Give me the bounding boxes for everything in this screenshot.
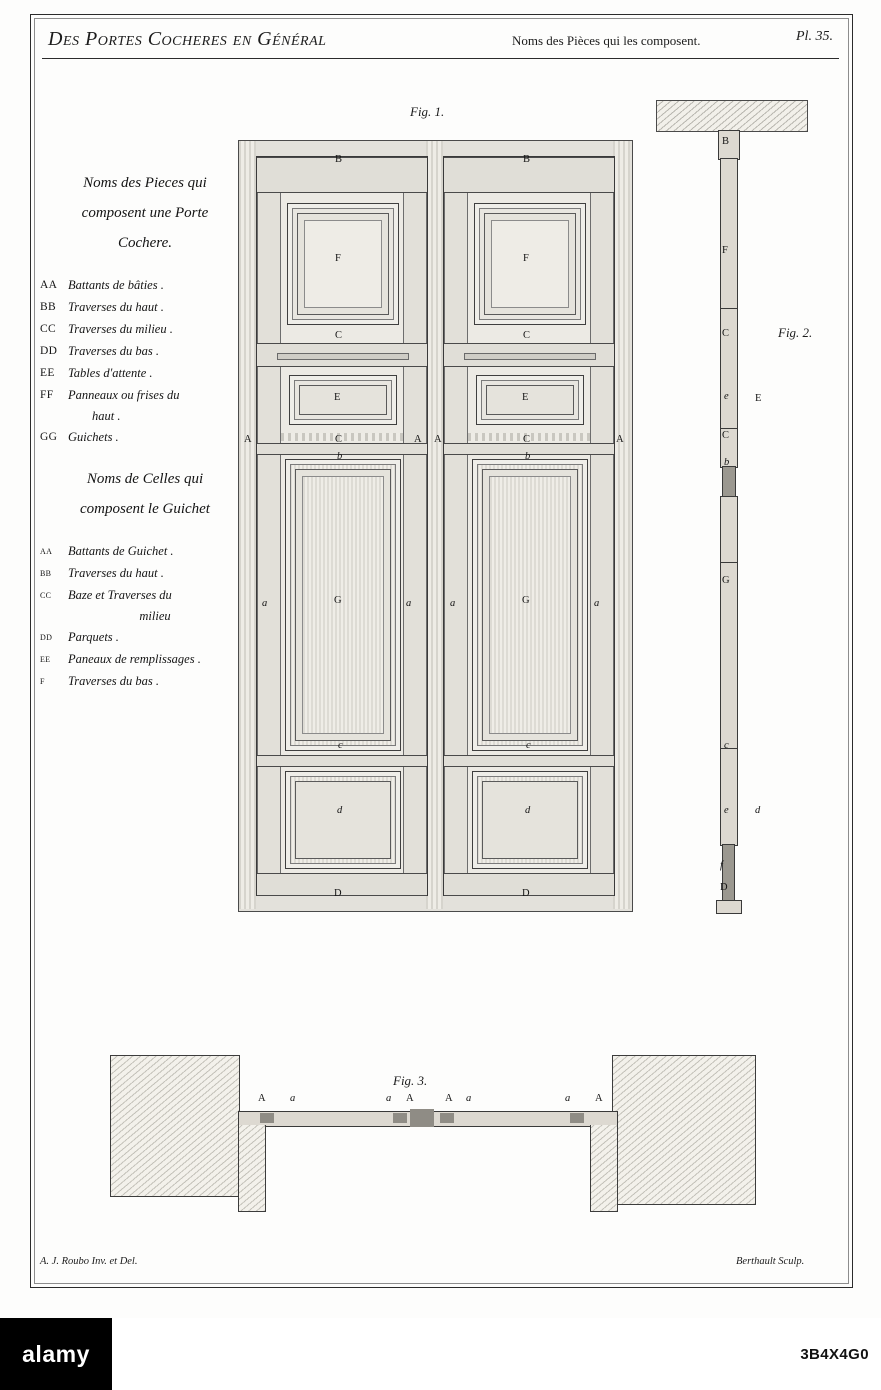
legend-key: aa	[40, 545, 53, 557]
label-c-right: c	[526, 740, 531, 751]
fig3-label-a2: a	[386, 1093, 392, 1104]
leaf-left-stile	[257, 157, 281, 895]
fig2-label-F: F	[722, 245, 728, 256]
label-c-left: c	[338, 740, 343, 751]
signature-designer: A. J. Roubo Inv. et Del.	[40, 1256, 138, 1267]
fig3-label-A4: A	[595, 1093, 603, 1104]
alamy-logo: alamy	[0, 1318, 112, 1390]
label-C-left: C	[335, 330, 343, 341]
page-title: Des Portes Cocheres en Général	[48, 28, 327, 50]
legend-heading-1-line-1: Noms des Pieces qui	[83, 175, 207, 191]
wall-mass-right	[612, 1055, 756, 1205]
section-bottom-rail-D	[716, 900, 742, 914]
page-subtitle: Noms des Pièces qui les composent.	[512, 33, 701, 48]
label-C-small-left: C	[335, 434, 343, 445]
panel-inner-moulding	[486, 385, 574, 415]
fig2-label-E: E	[755, 393, 762, 404]
section-parquet-d	[722, 844, 735, 902]
section-frieze-F	[720, 308, 738, 430]
panel-inner-moulding	[295, 469, 391, 741]
label-D-left: D	[334, 888, 342, 899]
label-A-mid-left: A	[414, 434, 422, 445]
figure-2-caption: Fig. 2.	[778, 325, 813, 340]
panel-inner-field	[304, 220, 382, 308]
panel-inner-moulding	[295, 781, 391, 859]
leaf-right-stile	[590, 157, 614, 895]
legend-key: f	[40, 675, 45, 687]
table-dattente-E	[476, 375, 584, 425]
label-a-left-1: a	[262, 598, 268, 609]
section-stile-a-mid-right	[440, 1113, 454, 1123]
legend-text-continuation-2: milieu	[139, 609, 171, 623]
fig3-label-A2: A	[406, 1093, 414, 1104]
legend-key: AA	[40, 279, 58, 291]
legend-text: Tables d'attente .	[68, 366, 153, 380]
list-item	[40, 562, 250, 584]
figure-3-caption: Fig. 3.	[393, 1073, 428, 1088]
section-top-rail-B	[720, 158, 738, 310]
label-d-right: d	[525, 805, 531, 816]
legend-key: dd	[40, 631, 53, 643]
legend-key: FF	[40, 389, 54, 401]
legend-text: Battants de bâties .	[68, 278, 164, 292]
fig2-label-e-low: e	[724, 805, 729, 816]
list-item	[40, 362, 250, 384]
list-item	[40, 296, 250, 318]
section-meeting-stiles	[410, 1109, 434, 1127]
label-a-right-1: a	[450, 598, 456, 609]
fig3-label-a1: a	[290, 1093, 296, 1104]
guichet-panel-G	[285, 459, 401, 751]
legend-key: GG	[40, 431, 58, 443]
section-guichet-lower	[720, 748, 738, 846]
image-id: 3B4X4G0	[800, 1345, 869, 1363]
legend-block	[40, 168, 250, 692]
fig2-label-b: b	[724, 457, 730, 468]
fig2-label-D: D	[720, 882, 728, 893]
door-leaf-right[interactable]	[443, 156, 615, 896]
legend-key: CC	[40, 323, 56, 335]
section-rail-C-mid	[720, 496, 738, 564]
parquet-panel-d	[285, 771, 401, 869]
section-stile-a-mid-left	[393, 1113, 407, 1123]
section-table-E	[722, 466, 736, 498]
figure-3-horizontal-section	[110, 1055, 790, 1215]
legend-text: Panneaux ou frises du	[68, 388, 180, 402]
guichet-panel-G	[472, 459, 588, 751]
cornice-band	[464, 353, 596, 360]
label-D-right: D	[522, 888, 530, 899]
legend-key: BB	[40, 301, 56, 313]
bottom-rail-D	[257, 873, 427, 896]
table-dattente-E	[289, 375, 397, 425]
label-F-right: F	[523, 253, 529, 264]
signature-engraver: Berthault Sculp.	[736, 1256, 805, 1267]
list-item	[40, 426, 250, 448]
legend-text: Baze et Traverses du	[68, 588, 172, 602]
plate-number: Pl. 35.	[796, 29, 833, 44]
reveal-left	[238, 1125, 266, 1212]
label-G-left: G	[334, 595, 342, 606]
jamb-right	[613, 141, 630, 909]
panel-inner-field	[491, 220, 569, 308]
legend-text: Battants de Guichet .	[68, 544, 174, 558]
label-a-right-2: a	[594, 598, 600, 609]
section-stile-a-left	[260, 1113, 274, 1123]
panel-inner-field	[489, 476, 571, 734]
fig2-label-f: f	[720, 860, 723, 871]
fig2-label-c: c	[724, 740, 729, 751]
legend-text: Parquets .	[68, 630, 119, 644]
frieze-panel-F	[474, 203, 586, 325]
door-leaf-left[interactable]	[256, 156, 428, 896]
legend-text-continuation: haut .	[92, 409, 121, 423]
legend-key: EE	[40, 367, 55, 379]
cornice-band	[277, 353, 409, 360]
list-item	[40, 540, 250, 562]
label-E-right: E	[522, 392, 529, 403]
legend-text: Traverses du milieu .	[68, 322, 173, 336]
legend-key: ee	[40, 653, 51, 665]
label-E-left: E	[334, 392, 341, 403]
label-d-left: d	[337, 805, 343, 816]
guichet-rail-c	[257, 755, 427, 767]
meeting-stile-center	[426, 141, 443, 909]
label-B-right: B	[523, 154, 531, 165]
wall-mass-left	[110, 1055, 240, 1197]
fig2-label-C-top: C	[722, 328, 730, 339]
fig2-label-G: G	[722, 575, 730, 586]
fig2-label-d: d	[755, 805, 761, 816]
panel-inner-field	[302, 476, 384, 734]
label-A-far-left: A	[244, 434, 252, 445]
fig3-label-a4: a	[565, 1093, 571, 1104]
label-b-right: b	[525, 451, 531, 462]
legend-heading-2-line-2: composent le Guichet	[80, 501, 210, 517]
legend-text: Traverses du bas .	[68, 674, 159, 688]
label-F-left: F	[335, 253, 341, 264]
label-B-left: B	[335, 154, 343, 165]
legend-heading-1-line-2: composent une Porte	[81, 205, 209, 221]
section-guichet-upper	[720, 562, 738, 750]
label-A-far-right: A	[616, 434, 624, 445]
leaf-right-stile	[403, 157, 427, 895]
parquet-panel-d	[472, 771, 588, 869]
panel-inner-moulding	[482, 469, 578, 741]
panel-inner-moulding	[484, 213, 576, 315]
fig3-label-A3: A	[445, 1093, 453, 1104]
legend-key: DD	[40, 345, 58, 357]
legend-key: bb	[40, 567, 52, 579]
stock-photo-footer	[0, 1318, 881, 1390]
panel-inner-moulding	[297, 213, 389, 315]
label-G-right: G	[522, 595, 530, 606]
title-rule	[42, 58, 839, 59]
legend-heading-1-line-3: Cochere.	[117, 235, 172, 251]
list-item	[40, 626, 250, 648]
figure-1-door-elevation	[238, 140, 631, 910]
list-item	[40, 584, 250, 606]
label-a-left-2: a	[406, 598, 412, 609]
fig2-label-e: e	[724, 391, 729, 402]
legend-heading-2-line-1: Noms de Celles qui	[86, 471, 204, 487]
list-item	[40, 670, 250, 692]
leaf-left-stile	[444, 157, 468, 895]
legend-text: Guichets .	[68, 430, 119, 444]
guichet-rail-c	[444, 755, 614, 767]
fig2-label-C-mid: C	[722, 430, 730, 441]
legend-key: cc	[40, 589, 52, 601]
lintel-block	[656, 100, 808, 132]
fig3-label-A1: A	[258, 1093, 266, 1104]
label-C-small-right: C	[523, 434, 531, 445]
figure-1-caption: Fig. 1.	[410, 104, 445, 119]
list-item	[40, 340, 250, 362]
legend-text: Traverses du haut .	[68, 300, 164, 314]
fig3-label-a3: a	[466, 1093, 472, 1104]
legend-text: Traverses du haut .	[68, 566, 164, 580]
panel-inner-moulding	[482, 781, 578, 859]
frieze-panel-F	[287, 203, 399, 325]
label-A-mid-right: A	[434, 434, 442, 445]
panel-inner-moulding	[299, 385, 387, 415]
list-item	[40, 274, 250, 296]
list-item	[40, 318, 250, 340]
list-item	[40, 648, 250, 670]
jamb-left	[239, 141, 256, 909]
section-stile-a-right	[570, 1113, 584, 1123]
fig2-label-B: B	[722, 136, 730, 147]
label-b-left: b	[337, 451, 343, 462]
label-C-right: C	[523, 330, 531, 341]
legend-text: Paneaux de remplissages .	[68, 652, 201, 666]
reveal-right	[590, 1125, 618, 1212]
legend-text: Traverses du bas .	[68, 344, 159, 358]
list-item	[40, 384, 250, 406]
figure-2-vertical-section	[650, 100, 830, 910]
